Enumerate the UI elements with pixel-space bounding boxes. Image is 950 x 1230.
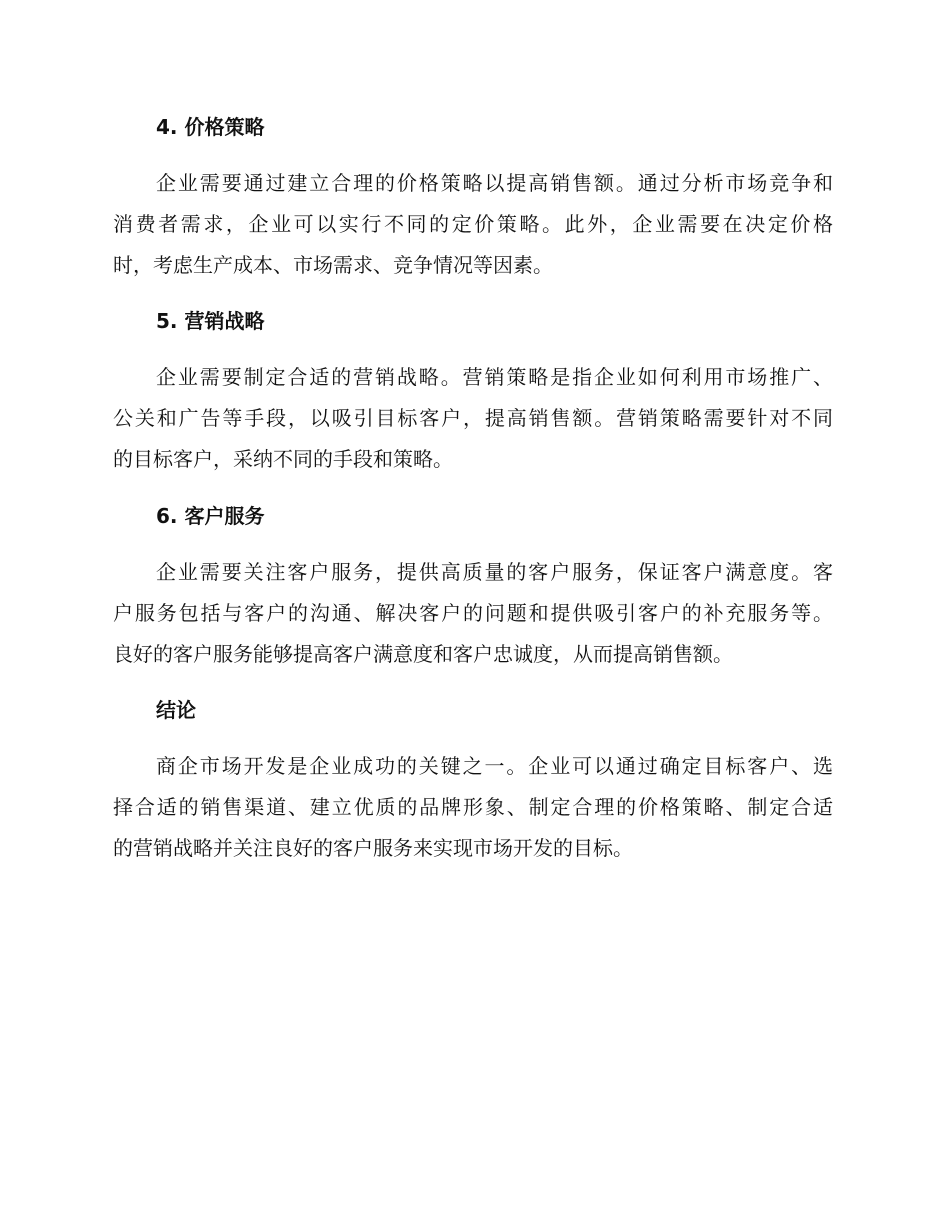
section-paragraph xyxy=(113,552,833,675)
paragraph-line: 良好的客户服务能够提高客户满意度和客户忠诚度，从而提高销售额。 xyxy=(113,642,733,666)
paragraph-line: 公关和广告等手段，以吸引目标客户，提高销售额。营销策略需要针对不同 xyxy=(113,406,833,430)
section-heading: 5. 营销战略 xyxy=(156,309,265,333)
section-price-strategy xyxy=(113,113,833,286)
paragraph-line: 企业需要制定合适的营销战略。营销策略是指企业如何利用市场推广、 xyxy=(156,365,833,389)
paragraph-line: 企业需要通过建立合理的价格策略以提高销售额。通过分析市场竞争和 xyxy=(156,171,833,195)
paragraph-line: 户服务包括与客户的沟通、解决客户的问题和提供吸引客户的补充服务等。 xyxy=(113,601,833,625)
section-paragraph xyxy=(113,163,833,286)
section-heading: 4. 价格策略 xyxy=(156,115,265,139)
section-conclusion xyxy=(113,696,833,869)
section-customer-service xyxy=(113,502,833,675)
paragraph-line: 择合适的销售渠道、建立优质的品牌形象、制定合理的价格策略、制定合适 xyxy=(113,795,833,819)
paragraph-line: 的营销战略并关注良好的客户服务来实现市场开发的目标。 xyxy=(113,836,633,860)
paragraph-line: 时，考虑生产成本、市场需求、竞争情况等因素。 xyxy=(113,253,553,277)
paragraph-line: 的目标客户，采纳不同的手段和策略。 xyxy=(113,447,453,471)
paragraph-line: 企业需要关注客户服务，提供高质量的客户服务，保证客户满意度。客 xyxy=(156,560,833,584)
paragraph-line: 商企市场开发是企业成功的关键之一。企业可以通过确定目标客户、选 xyxy=(156,754,833,778)
section-paragraph xyxy=(113,746,833,869)
section-paragraph xyxy=(113,357,833,480)
section-heading: 6. 客户服务 xyxy=(156,504,265,528)
section-heading: 结论 xyxy=(156,698,196,722)
section-marketing-strategy xyxy=(113,307,833,480)
paragraph-line: 消费者需求，企业可以实行不同的定价策略。此外，企业需要在决定价格 xyxy=(113,212,833,236)
